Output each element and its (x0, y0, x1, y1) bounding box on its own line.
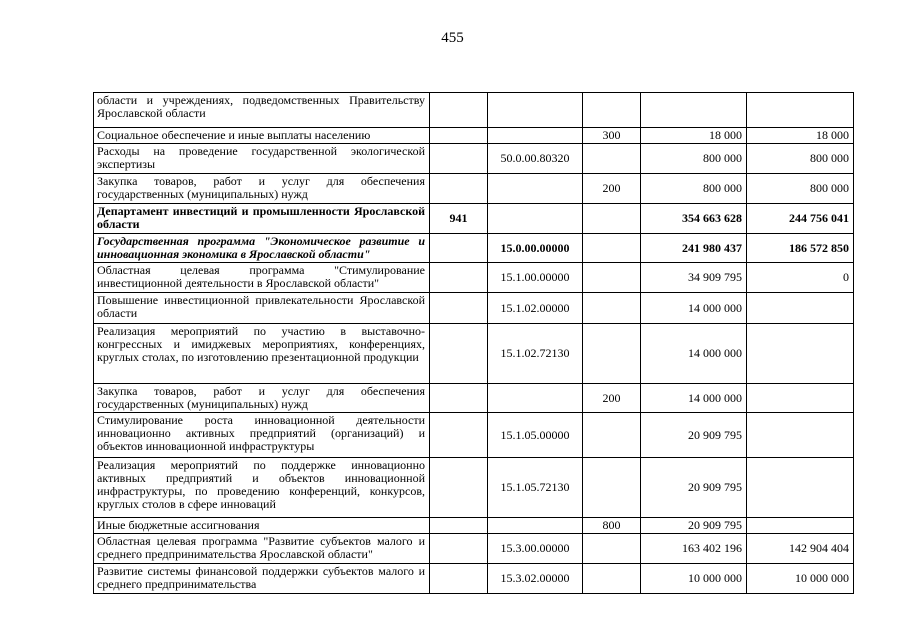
row-dept-code (430, 413, 488, 458)
row-name: Реализация мероприятий по поддержке инновационно активных предприятий и объектов инновационной инфраструктуры, по проведению конференций, конкурсов, круглых столов в сфере инноваций (94, 458, 430, 518)
row-dept-code (430, 324, 488, 384)
table-row (94, 234, 854, 263)
row-dept-code (430, 384, 488, 413)
table-row (94, 384, 854, 413)
row-dept-code (430, 458, 488, 518)
row-target-code (488, 174, 583, 204)
row-name: Областная целевая программа "Стимулирование инвестиционной деятельности в Ярославской области" (94, 263, 430, 293)
row-target-code (488, 93, 583, 128)
row-target-code: 15.0.00.00000 (488, 234, 583, 263)
row-target-code: 50.0.00.80320 (488, 144, 583, 174)
row-sum-year2 (747, 458, 854, 518)
row-sum-year2: 10 000 000 (747, 564, 854, 594)
table-row (94, 564, 854, 594)
row-sum-year1: 20 909 795 (641, 518, 747, 534)
row-sum-year1: 34 909 795 (641, 263, 747, 293)
budget-table (93, 92, 854, 594)
row-expense-type: 300 (583, 128, 641, 144)
row-sum-year1: 163 402 196 (641, 534, 747, 564)
row-sum-year2 (747, 384, 854, 413)
table-row (94, 413, 854, 458)
row-name: Закупка товаров, работ и услуг для обеспечения государственных (муниципальных) нужд (94, 384, 430, 413)
row-sum-year1: 14 000 000 (641, 293, 747, 324)
row-expense-type (583, 204, 641, 234)
row-expense-type: 200 (583, 384, 641, 413)
table-row (94, 324, 854, 384)
row-expense-type (583, 293, 641, 324)
row-name: Реализация мероприятий по участию в выставочно-конгрессных и имиджевых мероприятиях, конференциях, круглых столах, по изготовлению презентационной продукции (94, 324, 430, 384)
row-sum-year1: 800 000 (641, 174, 747, 204)
row-expense-type (583, 413, 641, 458)
table-row (94, 93, 854, 128)
row-sum-year1: 354 663 628 (641, 204, 747, 234)
row-sum-year1: 14 000 000 (641, 384, 747, 413)
row-expense-type (583, 144, 641, 174)
row-expense-type: 200 (583, 174, 641, 204)
row-sum-year1: 241 980 437 (641, 234, 747, 263)
row-target-code (488, 518, 583, 534)
row-expense-type (583, 534, 641, 564)
row-target-code: 15.1.02.72130 (488, 324, 583, 384)
row-dept-code (430, 128, 488, 144)
row-dept-code (430, 263, 488, 293)
row-name: Развитие системы финансовой поддержки субъектов малого и среднего предпринимательства (94, 564, 430, 594)
row-target-code: 15.1.05.72130 (488, 458, 583, 518)
row-sum-year1: 800 000 (641, 144, 747, 174)
row-sum-year2: 800 000 (747, 174, 854, 204)
row-target-code (488, 384, 583, 413)
row-name: области и учреждениях, подведомственных Правительству Ярославской области (94, 93, 430, 128)
row-sum-year2: 142 904 404 (747, 534, 854, 564)
row-expense-type (583, 458, 641, 518)
row-sum-year2 (747, 324, 854, 384)
table-row (94, 204, 854, 234)
row-dept-code (430, 144, 488, 174)
row-sum-year1: 20 909 795 (641, 413, 747, 458)
row-dept-code: 941 (430, 204, 488, 234)
row-target-code: 15.1.02.00000 (488, 293, 583, 324)
table-row (94, 518, 854, 534)
row-target-code: 15.1.00.00000 (488, 263, 583, 293)
row-target-code: 15.3.00.00000 (488, 534, 583, 564)
table-row (94, 128, 854, 144)
row-sum-year2 (747, 293, 854, 324)
row-dept-code (430, 93, 488, 128)
row-dept-code (430, 534, 488, 564)
row-name: Иные бюджетные ассигнования (94, 518, 430, 534)
row-dept-code (430, 174, 488, 204)
row-target-code (488, 204, 583, 234)
row-expense-type (583, 93, 641, 128)
row-sum-year2: 244 756 041 (747, 204, 854, 234)
row-sum-year2 (747, 518, 854, 534)
row-expense-type (583, 234, 641, 263)
row-dept-code (430, 518, 488, 534)
row-name: Закупка товаров, работ и услуг для обеспечения государственных (муниципальных) нужд (94, 174, 430, 204)
row-expense-type (583, 564, 641, 594)
row-sum-year1 (641, 93, 747, 128)
row-sum-year1: 14 000 000 (641, 324, 747, 384)
row-name: Государственная программа "Экономическое развитие и инновационная экономика в Ярославской области" (94, 234, 430, 263)
row-sum-year2: 800 000 (747, 144, 854, 174)
row-target-code: 15.3.02.00000 (488, 564, 583, 594)
budget-table-body (94, 93, 854, 594)
row-dept-code (430, 564, 488, 594)
row-expense-type (583, 324, 641, 384)
row-name: Повышение инвестиционной привлекательности Ярославской области (94, 293, 430, 324)
row-name: Областная целевая программа "Развитие субъектов малого и среднего предпринимательства Ярославской области" (94, 534, 430, 564)
row-expense-type: 800 (583, 518, 641, 534)
row-name: Социальное обеспечение и иные выплаты населению (94, 128, 430, 144)
row-sum-year2 (747, 93, 854, 128)
table-row (94, 293, 854, 324)
row-sum-year1: 10 000 000 (641, 564, 747, 594)
row-target-code: 15.1.05.00000 (488, 413, 583, 458)
row-name: Расходы на проведение государственной экологической экспертизы (94, 144, 430, 174)
table-row (94, 458, 854, 518)
row-name: Департамент инвестиций и промышленности Ярославской области (94, 204, 430, 234)
table-row (94, 534, 854, 564)
row-name: Стимулирование роста инновационной деятельности инновационно активных предприятий (организаций) и объектов инновационной инфраструктуры (94, 413, 430, 458)
row-dept-code (430, 293, 488, 324)
row-sum-year1: 18 000 (641, 128, 747, 144)
row-dept-code (430, 234, 488, 263)
table-row (94, 263, 854, 293)
row-sum-year2: 18 000 (747, 128, 854, 144)
row-sum-year2: 0 (747, 263, 854, 293)
table-row (94, 174, 854, 204)
table-row (94, 144, 854, 174)
page-number: 455 (441, 30, 464, 46)
row-expense-type (583, 263, 641, 293)
row-sum-year1: 20 909 795 (641, 458, 747, 518)
row-sum-year2: 186 572 850 (747, 234, 854, 263)
row-sum-year2 (747, 413, 854, 458)
row-target-code (488, 128, 583, 144)
